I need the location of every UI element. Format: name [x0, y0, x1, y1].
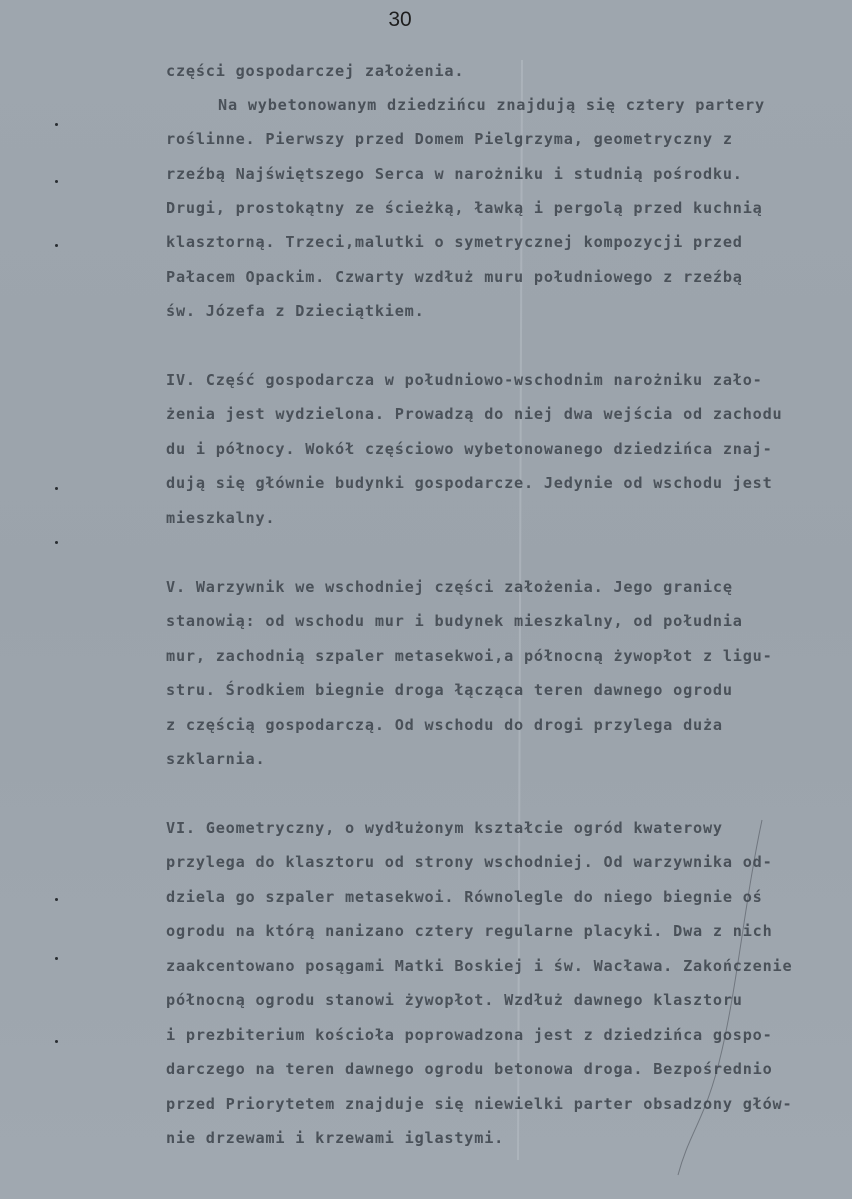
text-line: mur, zachodnią szpaler metasekwoi,a północną żywopłot z ligu-: [166, 647, 773, 665]
text-line: IV. Część gospodarcza w południowo-wschodnim narożniku zało-: [166, 371, 763, 389]
text-line: V. Warzywnik we wschodniej części założenia. Jego granicę: [166, 578, 733, 596]
binder-hole-mark: [55, 1040, 58, 1043]
text-line: roślinne. Pierwszy przed Domem Pielgrzyma, geometryczny z: [166, 130, 733, 148]
binder-hole-mark: [55, 244, 58, 247]
text-line: przylega do klasztoru od strony wschodniej. Od warzywnika od-: [166, 853, 773, 871]
text-line: zaakcentowano posągami Matki Boskiej i św. Wacława. Zakończenie: [166, 957, 793, 975]
text-line: mieszkalny.: [166, 509, 276, 527]
text-line: du i północy. Wokół częściowo wybetonowanego dziedzińca znaj-: [166, 440, 773, 458]
text-line: szklarnia.: [166, 750, 266, 768]
text-line: przed Priorytetem znajduje się niewielki parter obsadzony głów-: [166, 1095, 793, 1113]
text-line: dują się głównie budynki gospodarcze. Jedynie od wschodu jest: [166, 474, 773, 492]
binder-hole-mark: [55, 487, 58, 490]
text-line: dziela go szpaler metasekwoi. Równolegle do niego biegnie oś: [166, 888, 763, 906]
binder-hole-mark: [55, 180, 58, 183]
text-line: ogrodu na którą nanizano cztery regularne placyki. Dwa z nich: [166, 922, 773, 940]
binder-hole-mark: [55, 957, 58, 960]
binder-hole-mark: [55, 123, 58, 126]
text-line: stanowią: od wschodu mur i budynek mieszkalny, od południa: [166, 612, 743, 630]
text-line: Na wybetonowanym dziedzińcu znajdują się cztery partery: [218, 96, 765, 114]
text-line: i prezbiterium kościoła poprowadzona jest z dziedzińca gospo-: [166, 1026, 773, 1044]
text-line: Drugi, prostokątny ze ścieżką, ławką i pergolą przed kuchnią: [166, 199, 763, 217]
text-line: darczego na teren dawnego ogrodu betonowa droga. Bezpośrednio: [166, 1060, 773, 1078]
text-line: stru. Środkiem biegnie droga łącząca teren dawnego ogrodu: [166, 681, 733, 699]
text-line: Pałacem Opackim. Czwarty wzdłuż muru południowego z rzeźbą: [166, 268, 743, 286]
text-line: św. Józefa z Dzieciątkiem.: [166, 302, 425, 320]
text-line: nie drzewami i krzewami iglastymi.: [166, 1129, 505, 1147]
text-line: żenia jest wydzielona. Prowadzą do niej dwa wejścia od zachodu: [166, 405, 783, 423]
binder-hole-mark: [55, 541, 58, 544]
page-number: 30: [388, 8, 412, 31]
text-line: części gospodarczej założenia.: [166, 62, 465, 80]
binder-hole-mark: [55, 898, 58, 901]
text-line: klasztorną. Trzeci,malutki o symetrycznej kompozycji przed: [166, 233, 743, 251]
text-line: północną ogrodu stanowi żywopłot. Wzdłuż dawnego klasztoru: [166, 991, 743, 1009]
text-line: VI. Geometryczny, o wydłużonym kształcie ogród kwaterowy: [166, 819, 723, 837]
text-line: rzeźbą Najświętszego Serca w narożniku i studnią pośrodku.: [166, 165, 743, 183]
text-line: z częścią gospodarczą. Od wschodu do drogi przylega duża: [166, 716, 723, 734]
